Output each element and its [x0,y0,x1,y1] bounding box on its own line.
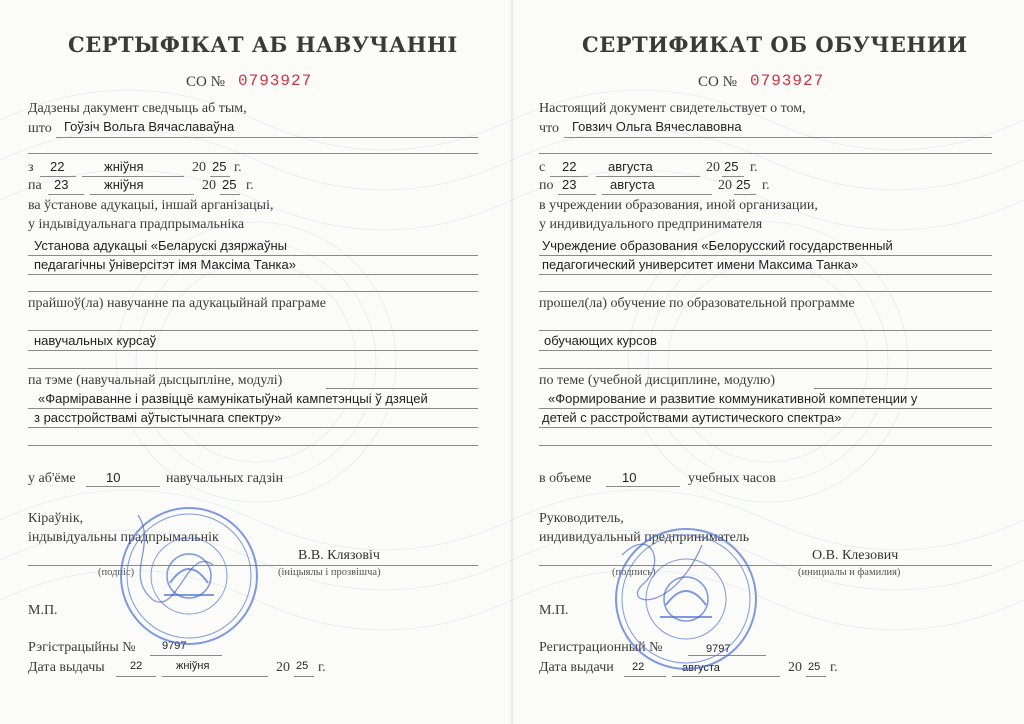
from-year-suffix: г. [750,160,758,175]
program-name: обучающих курсов [544,333,657,348]
issue-date-label: Дата выдачи [539,660,614,675]
certificate-number: 0793927 [238,72,313,90]
certificate-number: 0793927 [750,72,825,90]
hours-label: навучальных гадзін [166,471,284,486]
signature-caption: (подпись) [612,567,656,578]
issue-day: 22 [130,660,143,672]
certificate-title: СЕРТЫФІКАТ АБ НАВУЧАННІ [68,32,458,57]
to-label: по [539,178,554,193]
hours-label: учебных часов [688,471,776,486]
topic-line2: детей с расстройствами аутистического спектра» [542,410,842,425]
volume-label: у аб'ёме [28,471,76,486]
issue-year-prefix: 20 [276,660,290,675]
from-year-suffix: г. [234,160,242,175]
hours-value: 10 [106,470,121,485]
to-month: августа [610,177,655,192]
issue-year-suffix: г. [830,660,838,675]
issue-day: 22 [632,661,645,673]
from-label: з [28,160,34,175]
program-name: навучальных курсаў [34,333,157,348]
issue-date-label: Дата выдачы [28,660,105,675]
issue-year: 25 [808,661,821,673]
from-month: августа [608,159,653,174]
to-year-prefix: 20 [718,178,732,193]
head-caption-1: Руководитель, [539,511,624,526]
signer-name: В.В. Клязовіч [298,548,380,563]
institution-caption-1: ва ўстанове адукацыі, іншай арганізацыі, [28,198,274,213]
from-year: 25 [724,159,739,174]
intro-text: Настоящий документ свидетельствует о том, [539,101,806,116]
to-year: 25 [222,177,237,192]
institution-name-line1: Установа адукацыі «Беларускі дзяржаўны [34,238,288,253]
to-label: па [28,178,42,193]
that-label: что [539,121,559,136]
registration-label: Регистрационный № [539,640,663,655]
official-seal [612,525,760,673]
topic-caption: по теме (учебной дисциплине, модулю) [539,373,775,388]
head-caption-2: індывідуальны прадпрымальнік [28,530,219,545]
from-month: жніўня [104,159,144,174]
hours-value: 10 [622,470,637,485]
to-year-prefix: 20 [202,178,216,193]
institution-name-line2: педагагічны ўніверсітэт імя Максіма Танка» [34,257,296,272]
program-caption: прошел(ла) обучение по образовательной программе [539,296,855,311]
topic-caption: па тэме (навучальнай дысцыпліне, модулі) [28,373,283,388]
from-label: с [539,160,546,175]
issue-year-prefix: 20 [788,660,802,675]
head-caption-1: Кіраўнік, [28,511,84,526]
issue-year: 25 [296,660,309,672]
that-label: што [28,121,52,136]
from-day: 22 [562,159,577,174]
institution-name-line2: педагогический университет имени Максима Танка» [542,257,859,272]
volume-label: в объеме [539,471,592,486]
head-caption-2: индивидуальный предприниматель [539,530,750,545]
from-day: 22 [50,159,65,174]
intro-text: Дадзены дакумент сведчыць аб тым, [28,101,247,116]
official-seal [118,505,260,647]
to-year-suffix: г. [246,178,254,193]
series-label: СО № [698,74,737,90]
to-month: жніўня [104,177,144,192]
program-caption: прайшоў(ла) навучанне па адукацыйнай праграме [28,296,326,311]
seal-place-label: М.П. [539,603,569,618]
recipient-name: Гоўзіч Вольга Вячаславаўна [64,119,235,134]
recipient-name: Говзич Ольга Вячеславовна [572,119,742,134]
initials-caption: (ініцыялы і прозвішча) [278,567,381,578]
to-day: 23 [54,177,69,192]
registration-label: Рэгістрацыйны № [28,640,136,655]
certificate-page-russian [512,0,1024,724]
to-day: 23 [562,177,577,192]
topic-line1: «Формирование и развитие коммуникативной компетенции у [548,391,918,406]
signature-caption: (подпіс) [98,567,135,578]
institution-caption-2: у индивидуального предпринимателя [539,217,763,232]
certificate-title: СЕРТИФИКАТ ОБ ОБУЧЕНИИ [582,32,968,57]
registration-number: 9797 [706,643,731,655]
issue-month: жніўня [176,660,210,672]
topic-line2: з расстройствамі аўтыстычнага спектру» [34,410,282,425]
institution-name-line1: Учреждение образования «Белорусский государственный [542,238,893,253]
from-year: 25 [212,159,227,174]
series-label: СО № [186,74,225,90]
signer-name: О.В. Клезович [812,548,899,563]
from-year-prefix: 20 [706,160,720,175]
issue-month: августа [682,662,720,674]
institution-caption-1: в учреждении образования, иной организации, [539,198,818,213]
to-year: 25 [736,177,751,192]
institution-caption-2: у індывідуальнага прадпрымальніка [28,217,245,232]
initials-caption: (инициалы и фамилия) [798,567,901,578]
seal-place-label: М.П. [28,603,58,618]
registration-number: 9797 [162,640,187,652]
issue-year-suffix: г. [318,660,326,675]
topic-line1: «Фарміраванне і развіццё камунікатыўнай кампетэнцыі ў дзяцей [38,391,428,406]
to-year-suffix: г. [762,178,770,193]
from-year-prefix: 20 [192,160,206,175]
